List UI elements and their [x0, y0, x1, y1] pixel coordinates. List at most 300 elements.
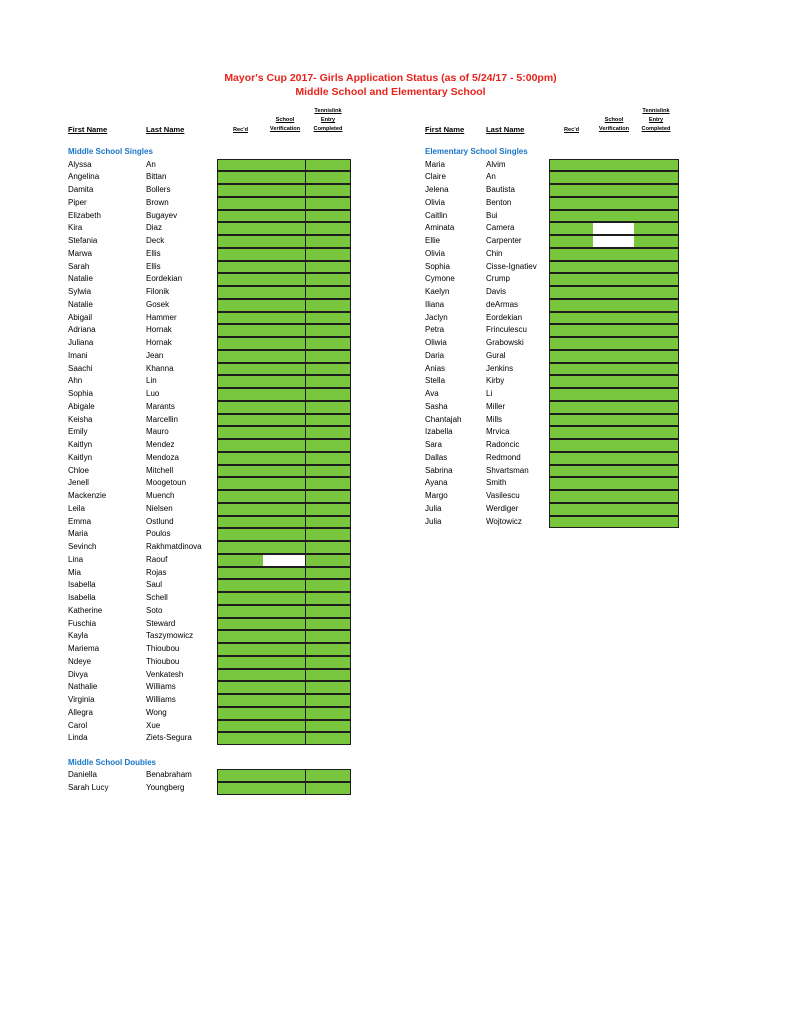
recd-status-cell: [217, 426, 264, 439]
recd-status-cell: [549, 159, 594, 172]
tennislink-status-cell: [634, 439, 679, 452]
school-verification-status-cell: [263, 324, 306, 337]
last-name-cell: deArmas: [486, 299, 519, 309]
tennislink-status-cell: [634, 235, 679, 248]
first-name-cell: Julia: [425, 503, 442, 513]
tennislink-status-cell: [306, 401, 351, 414]
first-name-cell: Ayana: [425, 478, 448, 488]
school-verification-status-cell: [593, 363, 635, 376]
tennislink-status-cell: [306, 720, 351, 733]
recd-status-cell: [217, 363, 264, 376]
first-name-cell: Sabrina: [425, 465, 453, 475]
school-verification-status-cell: [263, 248, 306, 261]
last-name-cell: Alvim: [486, 159, 506, 169]
tennislink-status-cell: [306, 248, 351, 261]
recd-status-cell: [549, 261, 594, 274]
last-name-cell: Soto: [146, 605, 163, 615]
recd-status-cell: [217, 350, 264, 363]
recd-status-cell: [217, 567, 264, 580]
tennislink-status-cell: [306, 618, 351, 631]
tennislink-status-cell: [306, 541, 351, 554]
first-name-cell: Fuschia: [68, 618, 97, 628]
first-name-cell: Sarah Lucy: [68, 782, 109, 792]
school-verification-status-cell: [263, 171, 306, 184]
last-name-cell: Youngberg: [146, 782, 185, 792]
first-name-cell: Petra: [425, 325, 445, 335]
tennislink-status-cell: [634, 171, 679, 184]
school-verification-status-cell: [593, 184, 635, 197]
school-verification-status-cell: [263, 426, 306, 439]
first-name-cell: Adriana: [68, 325, 96, 335]
header-first-name-elem: First Name: [425, 125, 465, 134]
school-verification-status-cell: [593, 375, 635, 388]
header-tennislink-elem-line3: Completed: [641, 126, 671, 132]
school-verification-status-cell: [263, 669, 306, 682]
recd-status-cell: [549, 503, 594, 516]
school-verification-status-cell: [263, 643, 306, 656]
last-name-cell: Bui: [486, 210, 498, 220]
school-verification-status-cell: [263, 197, 306, 210]
header-school-verification-line2: Verification: [269, 126, 301, 132]
tennislink-status-cell: [634, 273, 679, 286]
school-verification-status-cell: [263, 490, 306, 503]
tennislink-status-cell: [306, 579, 351, 592]
school-verification-status-cell: [263, 567, 306, 580]
tennislink-status-cell: [634, 312, 679, 325]
tennislink-status-cell: [306, 299, 351, 312]
first-name-cell: Kayla: [68, 631, 89, 641]
last-name-cell: Gosek: [146, 299, 170, 309]
first-name-cell: Jaclyn: [425, 312, 448, 322]
header-last-name-elem: Last Name: [486, 125, 525, 134]
first-name-cell: Lina: [68, 554, 84, 564]
last-name-cell: Benton: [486, 197, 512, 207]
first-name-cell: Keisha: [68, 414, 93, 424]
school-verification-status-cell: [263, 350, 306, 363]
school-verification-status-cell: [263, 261, 306, 274]
tennislink-status-cell: [306, 286, 351, 299]
tennislink-status-cell: [306, 707, 351, 720]
last-name-cell: Frinculescu: [486, 325, 527, 335]
school-verification-status-cell: [593, 197, 635, 210]
school-verification-status-cell: [593, 261, 635, 274]
first-name-cell: Abigale: [68, 401, 95, 411]
school-verification-status-cell: [263, 414, 306, 427]
recd-status-cell: [217, 184, 264, 197]
recd-status-cell: [217, 159, 264, 172]
recd-status-cell: [217, 579, 264, 592]
recd-status-cell: [549, 286, 594, 299]
recd-status-cell: [549, 439, 594, 452]
tennislink-status-cell: [306, 490, 351, 503]
recd-status-cell: [217, 707, 264, 720]
recd-status-cell: [217, 630, 264, 643]
first-name-cell: Ndeye: [68, 656, 92, 666]
last-name-cell: Bugayev: [146, 210, 178, 220]
school-verification-status-cell: [263, 477, 306, 490]
tennislink-status-cell: [306, 465, 351, 478]
school-verification-status-cell: [593, 210, 635, 223]
first-name-cell: Imani: [68, 350, 88, 360]
recd-status-cell: [217, 503, 264, 516]
school-verification-status-cell: [263, 720, 306, 733]
last-name-cell: Thioubou: [146, 644, 180, 653]
last-name-cell: Hornak: [146, 338, 172, 347]
last-name-cell: Li: [486, 389, 493, 398]
first-name-cell: Daria: [425, 350, 445, 360]
header-tennislink-line1: Tennislink: [314, 108, 342, 114]
tennislink-status-cell: [306, 414, 351, 427]
last-name-cell: Moogetoun: [146, 478, 187, 488]
tennislink-status-cell: [306, 210, 351, 223]
first-name-cell: Kaitlyn: [68, 440, 93, 449]
recd-status-cell: [549, 337, 594, 350]
school-verification-status-cell: [593, 337, 635, 350]
last-name-cell: An: [146, 159, 156, 169]
header-school-verification-elem-line2: Verification: [598, 126, 630, 132]
school-verification-status-cell: [263, 592, 306, 605]
first-name-cell: Kaitlyn: [68, 452, 93, 462]
last-name-cell: Raouf: [146, 554, 168, 564]
first-name-cell: Natalie: [68, 274, 93, 284]
tennislink-status-cell: [306, 567, 351, 580]
tennislink-status-cell: [634, 159, 679, 172]
tennislink-status-cell: [634, 401, 679, 414]
first-name-cell: Linda: [68, 733, 88, 743]
first-name-cell: Kira: [68, 223, 83, 233]
first-name-cell: Oliwia: [425, 338, 447, 347]
first-name-cell: Mariema: [68, 644, 100, 653]
recd-status-cell: [217, 669, 264, 682]
header-recd-elem: Rec'd: [564, 127, 580, 133]
first-name-cell: Sevinch: [68, 542, 97, 551]
last-name-cell: Vasilescu: [486, 491, 520, 500]
first-name-cell: Allegra: [68, 707, 93, 717]
tennislink-status-cell: [634, 248, 679, 261]
last-name-cell: Steward: [146, 618, 176, 628]
first-name-cell: Jelena: [425, 185, 449, 194]
school-verification-status-cell: [593, 159, 635, 172]
last-name-cell: Crump: [486, 274, 511, 284]
tennislink-status-cell: [306, 159, 351, 172]
last-name-cell: Davis: [486, 287, 507, 296]
first-name-cell: Marwa: [68, 248, 93, 258]
recd-status-cell: [217, 605, 264, 618]
last-name-cell: Grabowski: [486, 338, 524, 347]
last-name-cell: Redmond: [486, 452, 521, 462]
first-name-cell: Divya: [68, 669, 89, 679]
school-verification-status-cell: [263, 516, 306, 529]
recd-status-cell: [217, 197, 264, 210]
tennislink-status-cell: [306, 732, 351, 745]
school-verification-status-cell: [593, 401, 635, 414]
recd-status-cell: [549, 490, 594, 503]
last-name-cell: Mauro: [146, 427, 169, 437]
recd-status-cell: [217, 273, 264, 286]
school-verification-status-cell: [593, 439, 635, 452]
first-name-cell: Chantajah: [425, 414, 462, 424]
first-name-cell: Isabella: [68, 580, 96, 590]
tennislink-status-cell: [306, 769, 351, 782]
first-name-cell: Maria: [425, 159, 446, 169]
last-name-cell: Radoncic: [486, 440, 520, 449]
last-name-cell: Carpenter: [486, 236, 522, 245]
tennislink-status-cell: [306, 324, 351, 337]
school-verification-status-cell: [593, 324, 635, 337]
last-name-cell: Williams: [146, 695, 176, 704]
school-verification-status-cell: [263, 694, 306, 707]
last-name-cell: Bautista: [486, 185, 515, 194]
header-tennislink-elem-line2: Entry: [648, 117, 664, 123]
last-name-cell: Brown: [146, 197, 169, 207]
recd-status-cell: [549, 401, 594, 414]
first-name-cell: Abigail: [68, 312, 93, 322]
tennislink-status-cell: [634, 375, 679, 388]
tennislink-status-cell: [306, 235, 351, 248]
recd-status-cell: [217, 401, 264, 414]
school-verification-status-cell: [593, 222, 635, 235]
header-tennislink-elem-line1: Tennislink: [642, 108, 670, 114]
school-verification-status-cell: [593, 235, 635, 248]
recd-status-cell: [217, 554, 264, 567]
school-verification-status-cell: [593, 286, 635, 299]
school-verification-status-cell: [593, 299, 635, 312]
last-name-cell: Nielsen: [146, 503, 173, 513]
first-name-cell: Jenell: [68, 478, 89, 488]
recd-status-cell: [217, 235, 264, 248]
tennislink-status-cell: [634, 210, 679, 223]
last-name-cell: Chin: [486, 248, 503, 258]
tennislink-status-cell: [634, 426, 679, 439]
recd-status-cell: [217, 694, 264, 707]
header-tennislink: [306, 107, 350, 134]
tennislink-status-cell: [634, 337, 679, 350]
tennislink-status-cell: [306, 605, 351, 618]
last-name-cell: Muench: [146, 491, 175, 500]
first-name-cell: Damita: [68, 185, 94, 194]
recd-status-cell: [217, 337, 264, 350]
section-middle-school-doubles: Middle School Doubles: [68, 758, 157, 767]
last-name-cell: Kirby: [486, 376, 505, 386]
recd-status-cell: [549, 426, 594, 439]
first-name-cell: Isabella: [68, 593, 96, 602]
school-verification-status-cell: [263, 312, 306, 325]
tennislink-status-cell: [634, 261, 679, 274]
recd-status-cell: [549, 414, 594, 427]
first-name-cell: Emily: [68, 427, 88, 437]
tennislink-status-cell: [306, 261, 351, 274]
first-name-cell: Carol: [68, 720, 88, 730]
school-verification-status-cell: [263, 782, 306, 795]
last-name-cell: Williams: [146, 682, 176, 692]
last-name-cell: Jenkins: [486, 363, 514, 373]
first-name-cell: Sarah: [68, 261, 90, 271]
school-verification-status-cell: [263, 707, 306, 720]
school-verification-status-cell: [263, 579, 306, 592]
tennislink-status-cell: [634, 503, 679, 516]
school-verification-status-cell: [263, 541, 306, 554]
recd-status-cell: [549, 465, 594, 478]
recd-status-cell: [549, 375, 594, 388]
school-verification-status-cell: [593, 452, 635, 465]
school-verification-status-cell: [263, 363, 306, 376]
last-name-cell: Marcellin: [146, 414, 179, 424]
first-name-cell: Caitlin: [425, 210, 448, 220]
section-middle-school-singles: Middle School Singles: [68, 147, 153, 156]
header-tennislink-line3: Completed: [313, 126, 343, 132]
last-name-cell: Saul: [146, 580, 163, 590]
header-school-verification-elem-line1: School: [604, 117, 624, 123]
school-verification-status-cell: [263, 769, 306, 782]
first-name-cell: Cymone: [425, 274, 455, 284]
last-name-cell: Xue: [146, 720, 161, 730]
tennislink-status-cell: [306, 592, 351, 605]
recd-status-cell: [549, 210, 594, 223]
school-verification-status-cell: [263, 503, 306, 516]
last-name-cell: Ostlund: [146, 516, 174, 526]
last-name-cell: Ellis: [146, 261, 161, 271]
first-name-cell: Kaelyn: [425, 287, 450, 296]
tennislink-status-cell: [634, 286, 679, 299]
first-name-cell: Stefania: [68, 236, 98, 245]
first-name-cell: Ellie: [425, 236, 441, 245]
school-verification-status-cell: [593, 477, 635, 490]
tennislink-status-cell: [306, 630, 351, 643]
school-verification-status-cell: [263, 388, 306, 401]
tennislink-status-cell: [306, 222, 351, 235]
school-verification-status-cell: [593, 171, 635, 184]
first-name-cell: Ava: [425, 389, 439, 398]
school-verification-status-cell: [263, 337, 306, 350]
tennislink-status-cell: [634, 299, 679, 312]
recd-status-cell: [549, 312, 594, 325]
school-verification-status-cell: [263, 375, 306, 388]
first-name-cell: Saachi: [68, 363, 93, 373]
first-name-cell: Piper: [68, 197, 87, 207]
last-name-cell: Hornak: [146, 325, 172, 335]
school-verification-status-cell: [263, 465, 306, 478]
last-name-cell: Hammer: [146, 312, 177, 322]
tennislink-status-cell: [306, 516, 351, 529]
recd-status-cell: [549, 197, 594, 210]
school-verification-status-cell: [593, 490, 635, 503]
first-name-cell: Mia: [68, 567, 81, 577]
school-verification-status-cell: [263, 210, 306, 223]
tennislink-status-cell: [634, 414, 679, 427]
first-name-cell: Dallas: [425, 452, 448, 462]
last-name-cell: Filonik: [146, 287, 170, 296]
first-name-cell: Maria: [68, 529, 89, 539]
school-verification-status-cell: [263, 630, 306, 643]
tennislink-status-cell: [306, 439, 351, 452]
first-name-cell: Sasha: [425, 401, 448, 411]
school-verification-status-cell: [263, 452, 306, 465]
tennislink-status-cell: [306, 312, 351, 325]
recd-status-cell: [549, 363, 594, 376]
recd-status-cell: [549, 350, 594, 363]
recd-status-cell: [217, 388, 264, 401]
first-name-cell: Daniella: [68, 770, 97, 779]
tennislink-status-cell: [306, 554, 351, 567]
school-verification-status-cell: [593, 516, 635, 529]
first-name-cell: Sophia: [68, 389, 93, 398]
school-verification-status-cell: [263, 159, 306, 172]
last-name-cell: Bollers: [146, 185, 171, 194]
recd-status-cell: [549, 452, 594, 465]
tennislink-status-cell: [634, 516, 679, 529]
tennislink-status-cell: [306, 503, 351, 516]
last-name-cell: Wong: [146, 707, 167, 717]
first-name-cell: Olivia: [425, 197, 446, 207]
recd-status-cell: [217, 312, 264, 325]
recd-status-cell: [217, 248, 264, 261]
tennislink-status-cell: [306, 477, 351, 490]
tennislink-status-cell: [306, 643, 351, 656]
last-name-cell: Mrvica: [486, 427, 510, 437]
recd-status-cell: [549, 171, 594, 184]
tennislink-status-cell: [306, 337, 351, 350]
last-name-cell: An: [486, 172, 496, 182]
tennislink-status-cell: [306, 171, 351, 184]
school-verification-status-cell: [263, 605, 306, 618]
recd-status-cell: [549, 324, 594, 337]
tennislink-status-cell: [634, 465, 679, 478]
last-name-cell: Lin: [146, 376, 157, 386]
first-name-cell: Mackenzie: [68, 491, 107, 500]
recd-status-cell: [217, 720, 264, 733]
last-name-cell: Taszymowicz: [146, 631, 194, 641]
school-verification-status-cell: [263, 656, 306, 669]
recd-status-cell: [217, 681, 264, 694]
last-name-cell: Wojtowicz: [486, 516, 522, 526]
first-name-cell: Chloe: [68, 465, 89, 475]
last-name-cell: Shvartsman: [486, 465, 529, 475]
recd-status-cell: [217, 299, 264, 312]
recd-status-cell: [217, 222, 264, 235]
last-name-cell: Diaz: [146, 223, 163, 233]
header-first-name: First Name: [68, 125, 108, 134]
recd-status-cell: [217, 171, 264, 184]
section-elementary-school-singles: Elementary School Singles: [425, 147, 528, 156]
tennislink-status-cell: [634, 197, 679, 210]
header-recd: Rec'd: [233, 127, 249, 133]
recd-status-cell: [217, 286, 264, 299]
recd-status-cell: [217, 782, 264, 795]
first-name-cell: Ahn: [68, 376, 83, 386]
first-name-cell: Katherine: [68, 605, 103, 615]
header-last-name: Last Name: [146, 125, 185, 134]
tennislink-status-cell: [306, 426, 351, 439]
last-name-cell: Benabraham: [146, 770, 192, 779]
first-name-cell: Angelina: [68, 172, 100, 182]
school-verification-status-cell: [593, 248, 635, 261]
school-verification-status-cell: [263, 273, 306, 286]
first-name-cell: Olivia: [425, 248, 446, 258]
first-name-cell: Sylwia: [68, 287, 92, 296]
recd-status-cell: [217, 769, 264, 782]
recd-status-cell: [549, 299, 594, 312]
school-verification-status-cell: [263, 681, 306, 694]
first-name-cell: Emma: [68, 516, 92, 526]
last-name-cell: Ziets-Segura: [146, 733, 192, 743]
last-name-cell: Eordekian: [486, 312, 523, 322]
recd-status-cell: [217, 414, 264, 427]
recd-status-cell: [549, 388, 594, 401]
first-name-cell: Aminata: [425, 223, 455, 233]
first-name-cell: Juliana: [68, 338, 94, 347]
tennislink-status-cell: [306, 452, 351, 465]
school-verification-status-cell: [263, 286, 306, 299]
